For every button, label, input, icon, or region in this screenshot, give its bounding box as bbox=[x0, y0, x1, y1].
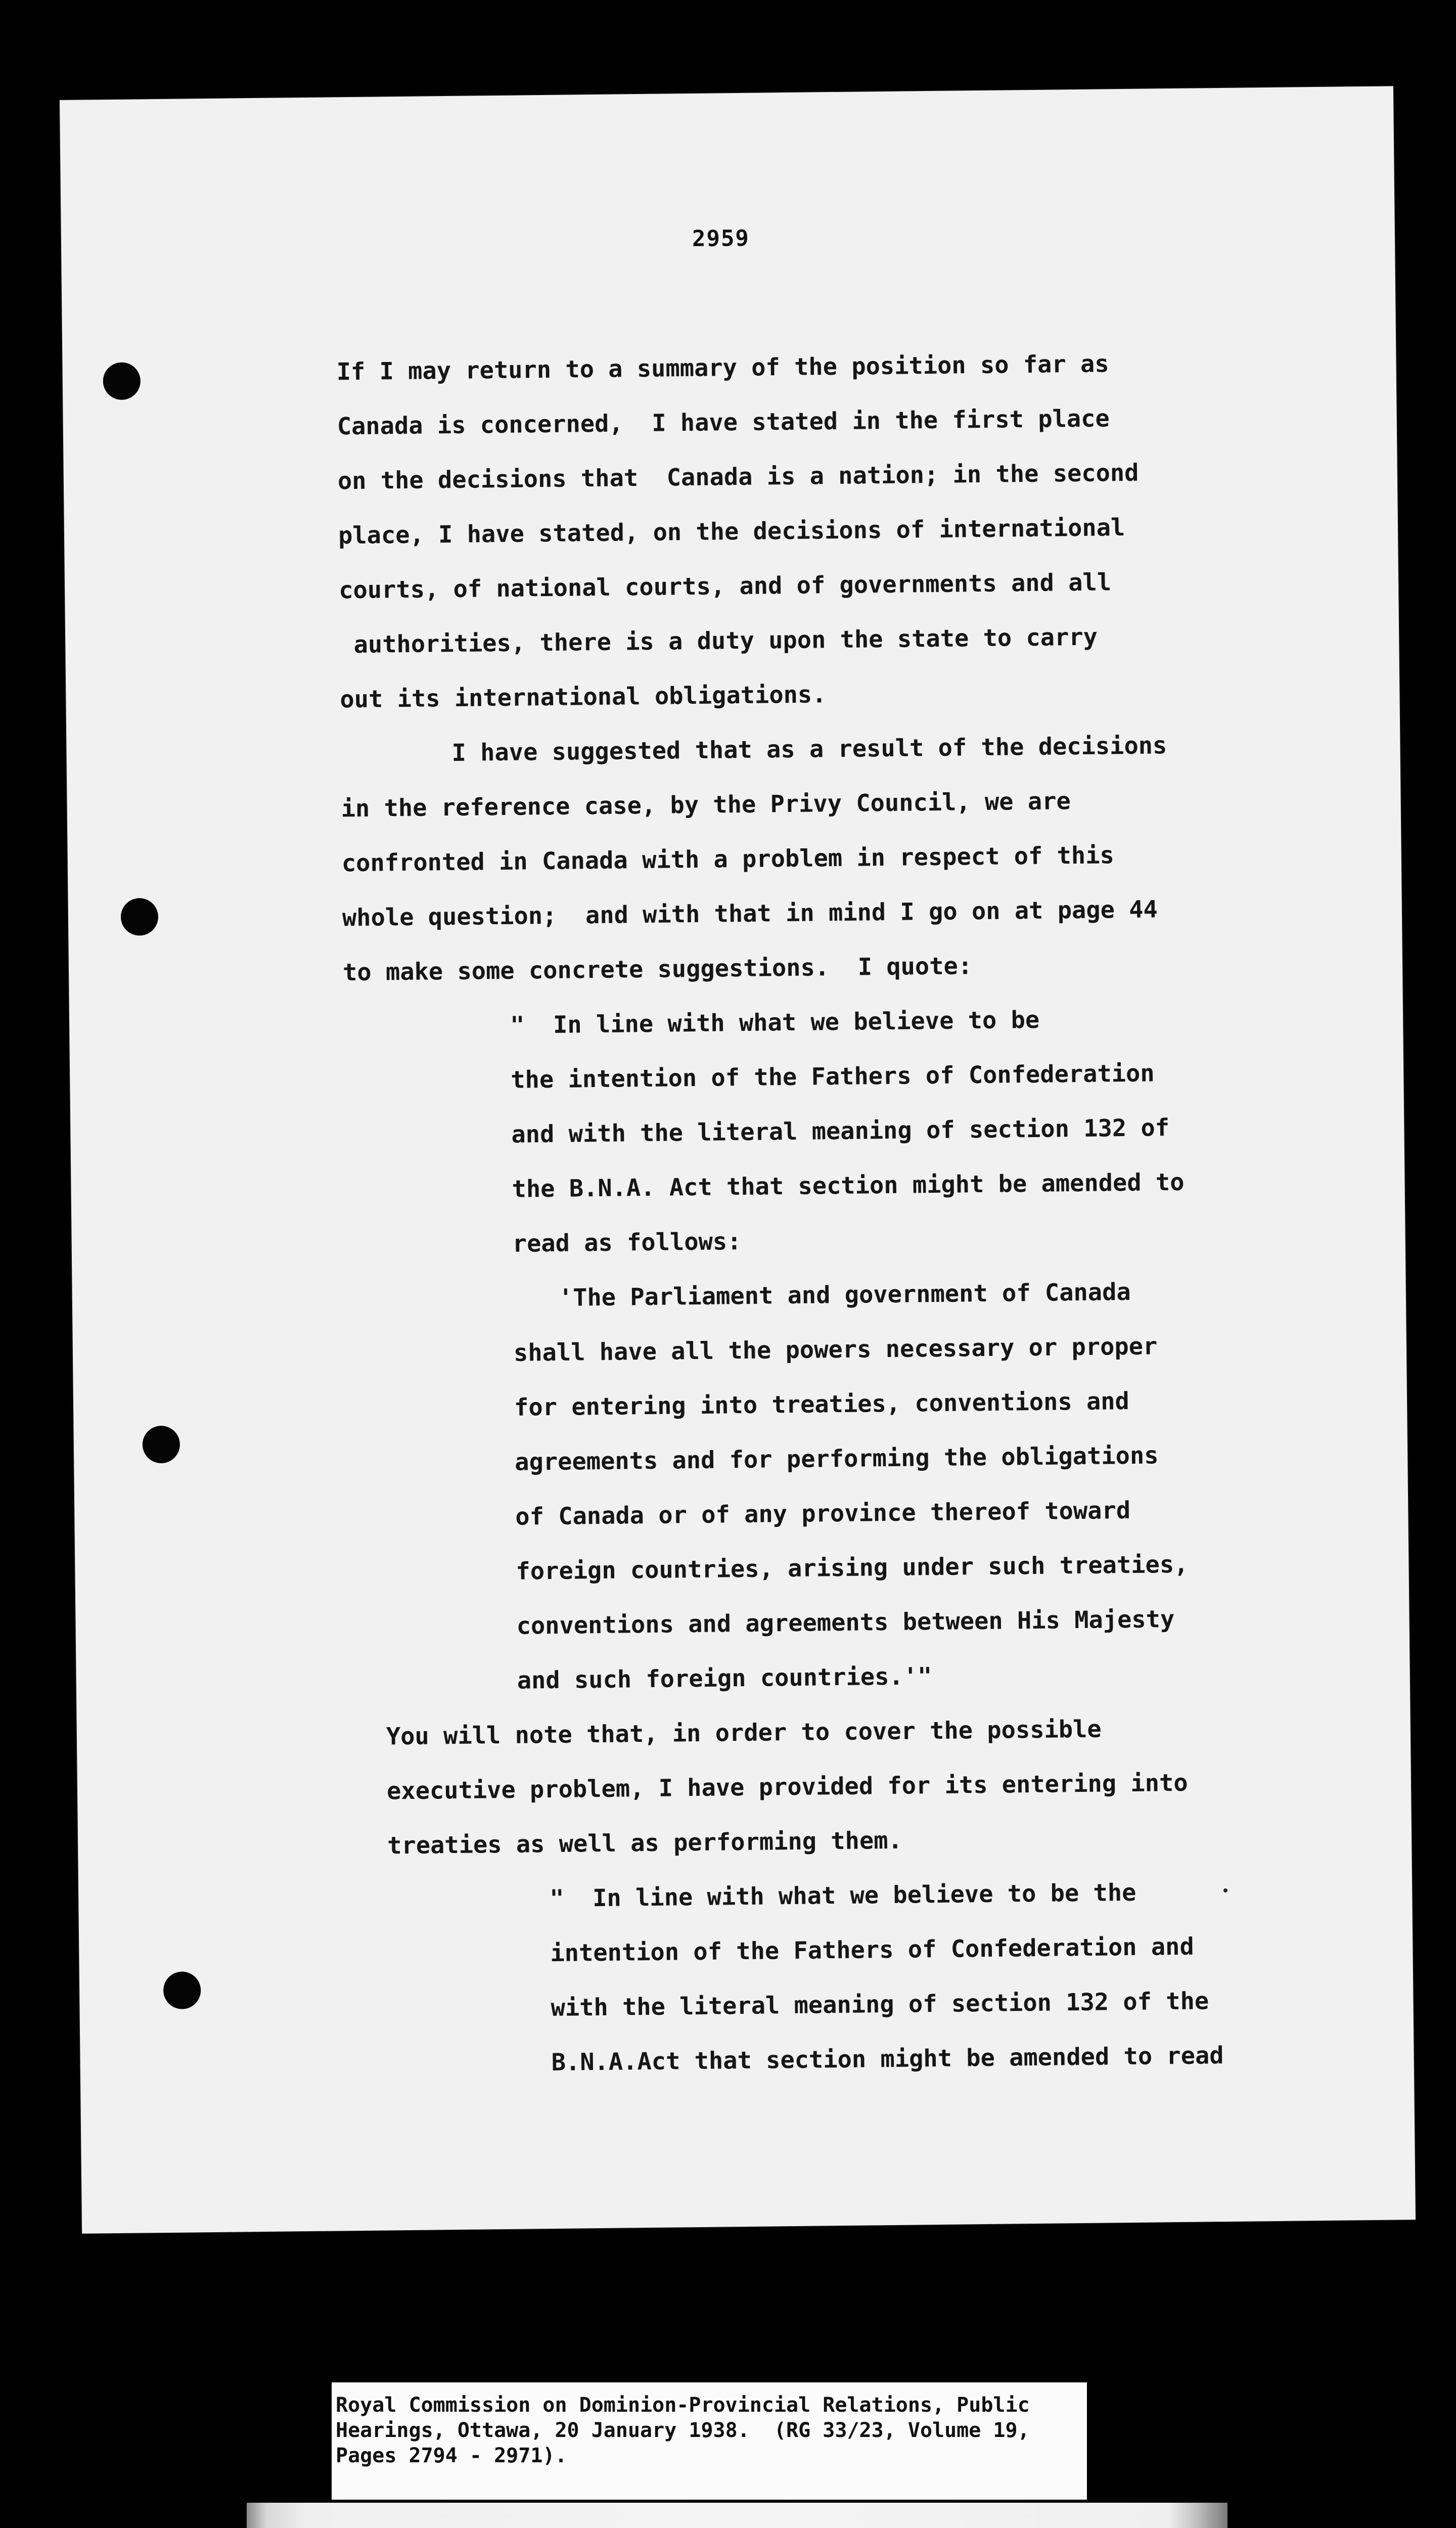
punch-hole-1 bbox=[103, 362, 141, 400]
quote-line: the intention of the Fathers of Confederation bbox=[511, 1059, 1155, 1094]
speck-mark bbox=[1223, 1888, 1227, 1892]
text-line: place, I have stated, on the decisions of international bbox=[338, 513, 1125, 550]
text-line: whole question; and with that in mind I go on at page 44 bbox=[342, 895, 1158, 932]
text-line: You will note that, in order to cover the possible bbox=[386, 1715, 1102, 1751]
punch-hole-4 bbox=[163, 1971, 201, 2009]
typed-text-body bbox=[336, 334, 1366, 2092]
quote-line: foreign countries, arising under such treaties, bbox=[516, 1550, 1189, 1586]
archive-citation-label bbox=[332, 2382, 1087, 2500]
document-page bbox=[60, 86, 1416, 2233]
quote-line: 'The Parliament and government of Canada bbox=[558, 1278, 1131, 1312]
text-line: If I may return to a summary of the position so far as bbox=[336, 350, 1109, 386]
text-line: to make some concrete suggestions. I quote: bbox=[342, 952, 973, 987]
quote-line: intention of the Fathers of Confederation and bbox=[550, 1932, 1194, 1968]
quote-line: of Canada or of any province thereof toward bbox=[515, 1496, 1131, 1531]
text-line: confronted in Canada with a problem in respect of this bbox=[341, 841, 1115, 878]
text-line: authorities, there is a duty upon the state to carry bbox=[339, 623, 1098, 659]
text-line: courts, of national courts, and of governments and all bbox=[338, 568, 1112, 605]
quote-line: B.N.A.Act that section might be amended to read bbox=[551, 2042, 1224, 2077]
text-line: on the decisions that Canada is a nation; in the second bbox=[337, 459, 1139, 495]
quote-line: and with the literal meaning of section 132 of bbox=[511, 1114, 1170, 1149]
quote-line: the B.N.A. Act that section might be amended to bbox=[512, 1168, 1185, 1203]
punch-hole-3 bbox=[142, 1426, 180, 1464]
quote-line: " In line with what we believe to be the bbox=[550, 1878, 1136, 1913]
citation-line: Hearings, Ottawa, 20 January 1938. (RG 33/23, Volume 19, bbox=[336, 2419, 1030, 2442]
text-line: Canada is concerned, I have stated in the first place bbox=[337, 404, 1110, 441]
public-archives-stamp bbox=[247, 2503, 1227, 2528]
quote-line: conventions and agreements between His Majesty bbox=[516, 1605, 1175, 1640]
citation-line: Royal Commission on Dominion-Provincial Relations, Public bbox=[336, 2394, 1030, 2417]
quote-line: shall have all the powers necessary or proper bbox=[513, 1332, 1158, 1367]
text-line: executive problem, I have provided for its entering into bbox=[386, 1769, 1188, 1805]
quote-line: with the literal meaning of section 132 of the bbox=[551, 1987, 1209, 2022]
quote-line: and such foreign countries.'" bbox=[517, 1662, 932, 1695]
quote-line: agreements and for performing the obligations bbox=[514, 1441, 1159, 1476]
quote-line: for entering into treaties, conventions and bbox=[514, 1387, 1130, 1422]
text-line: I have suggested that as a result of the decisions bbox=[451, 732, 1167, 767]
text-line: out its international obligations. bbox=[340, 681, 827, 714]
quote-line: " In line with what we believe to be bbox=[510, 1006, 1040, 1040]
text-line: in the reference case, by the Privy Council, we are bbox=[341, 787, 1071, 823]
quote-line: read as follows: bbox=[512, 1228, 742, 1258]
punch-hole-2 bbox=[121, 898, 159, 936]
page-number: 2959 bbox=[692, 225, 750, 252]
citation-line: Pages 2794 - 2971). bbox=[336, 2444, 567, 2467]
text-line: treaties as well as performing them. bbox=[387, 1826, 903, 1860]
